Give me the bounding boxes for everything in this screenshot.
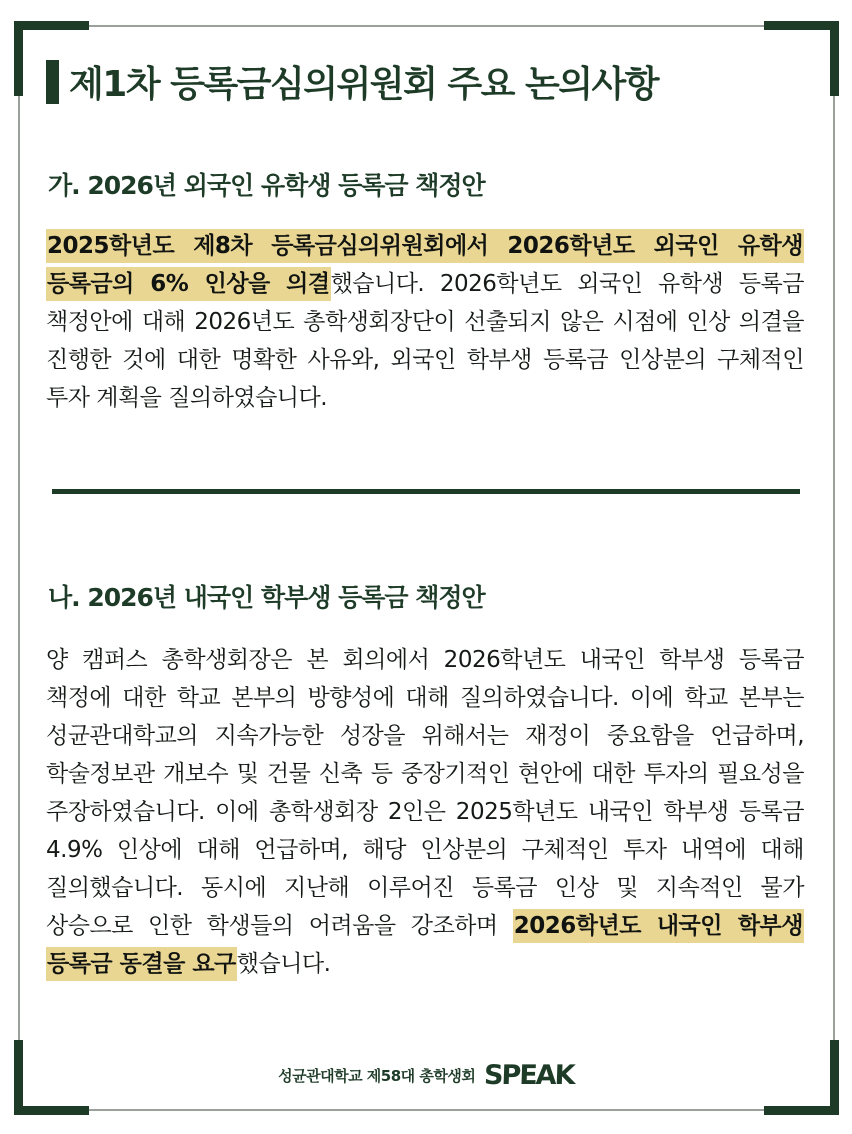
footer-org-name: 성균관대학교 제58대 총학생회 — [278, 1067, 476, 1085]
section-b-paragraph — [46, 641, 804, 983]
section-a-paragraph — [46, 227, 804, 417]
page-title-row — [46, 56, 658, 107]
title-accent-bar — [46, 60, 59, 104]
section-a-body: 했습니다. 2026학년도 외국인 유학생 등록금 책정안에 대해 2026년도 총학생회장단이 선출되지 않은 시점에 인상 의결을 진행한 것에 대한 명확한 사유와, 외국인 학부생 등록금 인상분의 구체적인 투자 계획을 질의하였습니다. — [46, 271, 804, 411]
page-title: 제1차 등록금심의위원회 주요 논의사항 — [69, 64, 659, 105]
section-a-highlight: 2025학년도 제8차 등록금심의위원회에서 2026학년도 외국인 유학생 등록금의 6% 인상을 의결 — [46, 229, 804, 301]
footer — [0, 1060, 852, 1091]
section-divider — [52, 489, 800, 494]
section-b-highlight: 2026학년도 내국인 학부생 등록금 동결을 요구 — [46, 909, 804, 981]
section-b-heading: 나. 2026년 내국인 학부생 등록금 책정안 — [48, 583, 485, 612]
section-a-heading: 가. 2026년 외국인 유학생 등록금 책정안 — [48, 171, 485, 200]
speak-logo: SPEAK — [483, 1060, 575, 1091]
section-b-body-lead: 양 캠퍼스 총학생회장은 본 회의에서 2026학년도 내국인 학부생 등록금 책정에 대한 학교 본부의 방향성에 대해 질의하였습니다. 이에 학교 본부는 성균관대학교의 지속가능한 성장을 위해서는 재정이 중요함을 언급하며, 학술정보관 개보수 및 건물 신축 등 중장기적인 현안에 대한 투자의 필요성을 주장하였습니다. 이에 총학생회장 2인은 2025학년도 내국인 학부생 등록금 4.9% 인상에 대해 언급하며, 해당 인상분의 구체적인 투자 내역에 대해 질의했습니다. 동시에 지난해 이루어진 등록금 인상 및 지속적인 물가 상승으로 인한 학생들의 어려움을 강조하며 — [46, 647, 804, 939]
section-b-body-tail: 했습니다. — [236, 951, 331, 977]
corner-accent-top-right — [764, 21, 839, 96]
